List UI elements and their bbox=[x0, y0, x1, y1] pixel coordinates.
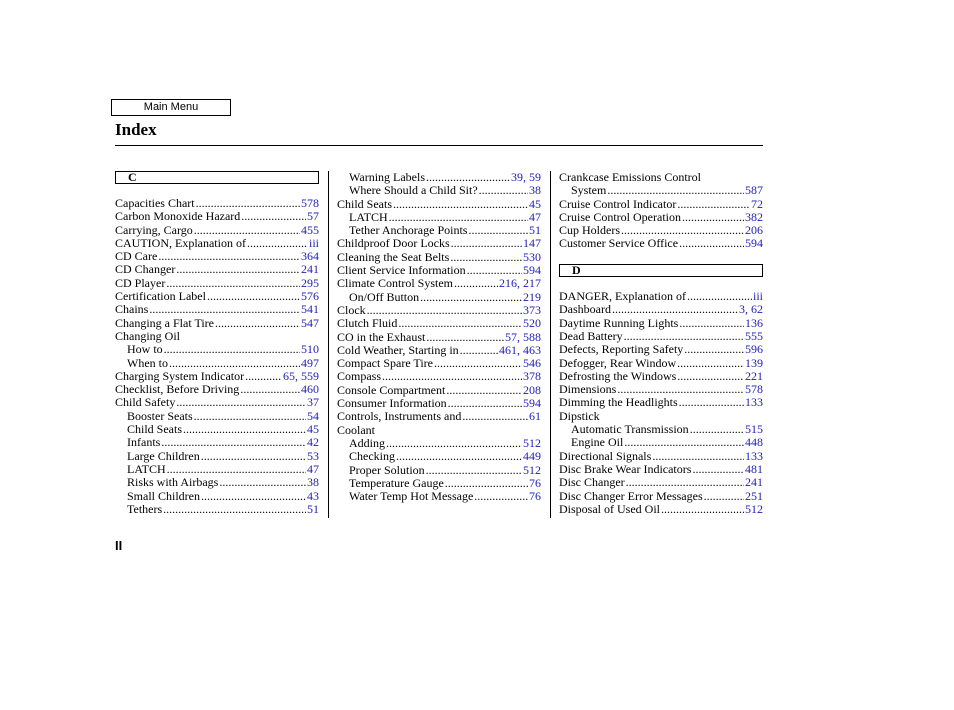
leader-dots bbox=[445, 477, 528, 490]
entry-label: Large Children bbox=[127, 448, 200, 463]
entry-label: Controls, Instruments and bbox=[337, 409, 462, 424]
page-link[interactable]: 76 bbox=[529, 489, 541, 504]
page-link[interactable]: 47 bbox=[307, 461, 319, 476]
entry-label: Risks with Airbags bbox=[127, 475, 219, 490]
leader-dots bbox=[607, 184, 744, 197]
entry-label: Compass bbox=[337, 369, 382, 384]
leader-dots bbox=[396, 450, 522, 463]
index-entry bbox=[337, 424, 541, 437]
entry-label: Console Compartment bbox=[337, 382, 446, 397]
page-link[interactable]: 455 bbox=[301, 222, 319, 237]
index-entry[interactable] bbox=[115, 277, 319, 290]
index-entry[interactable] bbox=[337, 184, 541, 197]
index-entry[interactable] bbox=[115, 463, 319, 476]
leader-dots bbox=[451, 237, 522, 250]
leader-dots bbox=[426, 331, 504, 344]
entry-label: Checklist, Before Driving bbox=[115, 382, 240, 397]
index-entry[interactable] bbox=[115, 436, 319, 449]
index-entry[interactable] bbox=[115, 450, 319, 463]
entry-label: DANGER, Explanation of bbox=[559, 289, 686, 304]
index-entry[interactable] bbox=[559, 224, 763, 237]
leader-dots bbox=[166, 277, 300, 290]
entry-label: Child Safety bbox=[115, 395, 176, 410]
page-link[interactable]: 594 bbox=[523, 396, 541, 411]
entry-label: Automatic Transmission bbox=[571, 422, 689, 437]
page-link[interactable]: 515 bbox=[745, 422, 763, 437]
column-divider bbox=[550, 171, 551, 518]
page-link[interactable]: 373 bbox=[523, 302, 541, 317]
index-entry[interactable] bbox=[337, 410, 541, 423]
page-link[interactable]: 133 bbox=[745, 395, 763, 410]
page-link[interactable]: 136 bbox=[745, 315, 763, 330]
index-entry[interactable] bbox=[337, 264, 541, 277]
index-entry[interactable] bbox=[337, 477, 541, 490]
entry-label: Dimensions bbox=[559, 382, 617, 397]
leader-dots bbox=[684, 343, 744, 356]
leader-dots bbox=[454, 277, 498, 290]
page-link[interactable]: 510 bbox=[301, 342, 319, 357]
leader-dots bbox=[446, 384, 522, 397]
leader-dots bbox=[163, 503, 306, 516]
entry-label: Defrosting the Windows bbox=[559, 368, 677, 383]
page-link[interactable]: 541 bbox=[301, 302, 319, 317]
entry-label: System bbox=[571, 183, 607, 198]
page-link[interactable]: 219 bbox=[523, 289, 541, 304]
index-entry[interactable] bbox=[115, 237, 319, 250]
leader-dots bbox=[617, 383, 744, 396]
index-entry[interactable] bbox=[337, 224, 541, 237]
leader-dots bbox=[462, 410, 528, 423]
page-link[interactable]: 481 bbox=[745, 461, 763, 476]
leader-dots bbox=[621, 224, 744, 237]
leader-dots bbox=[169, 357, 300, 370]
entry-label: Disc Changer Error Messages bbox=[559, 488, 703, 503]
leader-dots bbox=[704, 490, 744, 503]
page-link[interactable]: 37 bbox=[307, 395, 319, 410]
page-link[interactable]: 546 bbox=[523, 356, 541, 371]
page-link[interactable]: 241 bbox=[745, 475, 763, 490]
index-entry[interactable] bbox=[559, 343, 763, 356]
leader-dots bbox=[164, 343, 300, 356]
page-link[interactable]: 54 bbox=[307, 408, 319, 423]
leader-dots bbox=[624, 330, 744, 343]
index-entry[interactable] bbox=[337, 464, 541, 477]
entry-label: Dead Battery bbox=[559, 328, 623, 343]
index-entry[interactable] bbox=[559, 357, 763, 370]
entry-label: CAUTION, Explanation of bbox=[115, 235, 246, 250]
page-link[interactable]: 206 bbox=[745, 223, 763, 238]
page-link[interactable]: 594 bbox=[523, 263, 541, 278]
page-link[interactable]: 576 bbox=[301, 289, 319, 304]
page-link[interactable]: 76 bbox=[529, 475, 541, 490]
page-link[interactable]: 47 bbox=[529, 209, 541, 224]
page-link[interactable]: iii bbox=[308, 235, 319, 250]
index-entry[interactable] bbox=[115, 343, 319, 356]
page-title: Index bbox=[115, 120, 157, 139]
page-link[interactable]: 45 bbox=[529, 196, 541, 211]
page-link[interactable]: 364 bbox=[301, 249, 319, 264]
entry-label: CD Changer bbox=[115, 262, 176, 277]
index-entry[interactable] bbox=[337, 397, 541, 410]
entry-label: Changing a Flat Tire bbox=[115, 315, 215, 330]
leader-dots bbox=[677, 370, 744, 383]
index-entry bbox=[559, 410, 763, 423]
entry-label: Cold Weather, Starting in bbox=[337, 342, 459, 357]
index-entry[interactable] bbox=[559, 198, 763, 211]
entry-label: On/Off Button bbox=[349, 289, 420, 304]
leader-dots bbox=[376, 424, 540, 437]
entry-label: Tethers bbox=[127, 501, 163, 516]
entry-label: LATCH bbox=[127, 461, 166, 476]
index-entry[interactable] bbox=[337, 357, 541, 370]
index-entry[interactable] bbox=[559, 490, 763, 503]
leader-dots bbox=[702, 171, 762, 184]
column-divider bbox=[328, 171, 329, 518]
main-menu-button[interactable]: Main Menu bbox=[111, 99, 231, 116]
leader-dots bbox=[687, 290, 752, 303]
index-entry[interactable] bbox=[115, 250, 319, 263]
index-entry[interactable] bbox=[559, 476, 763, 489]
entry-label: Clutch Fluid bbox=[337, 316, 398, 331]
index-entry[interactable] bbox=[337, 277, 541, 290]
index-entry[interactable] bbox=[115, 263, 319, 276]
entry-label: Tether Anchorage Points bbox=[349, 223, 468, 238]
index-entry[interactable] bbox=[115, 490, 319, 503]
page-link[interactable]: 547 bbox=[301, 315, 319, 330]
leader-dots bbox=[158, 250, 300, 263]
leader-dots bbox=[612, 303, 738, 316]
entry-label: Capacities Chart bbox=[115, 196, 195, 210]
leader-dots bbox=[652, 450, 744, 463]
entry-label: Disposal of Used Oil bbox=[559, 501, 660, 516]
page-link[interactable]: 555 bbox=[745, 328, 763, 343]
entry-label: Cruise Control Indicator bbox=[559, 196, 677, 211]
page-link[interactable]: 53 bbox=[307, 448, 319, 463]
entry-label: Dashboard bbox=[559, 302, 611, 317]
page-link[interactable]: 382 bbox=[745, 209, 763, 224]
index-entry[interactable] bbox=[115, 396, 319, 409]
page-link[interactable]: 221 bbox=[745, 368, 763, 383]
entry-label: Cruise Control Operation bbox=[559, 209, 681, 224]
index-entry[interactable] bbox=[559, 317, 763, 330]
page-link[interactable]: 3, 62 bbox=[739, 302, 763, 317]
page-link[interactable]: 587 bbox=[745, 183, 763, 198]
index-entry[interactable] bbox=[559, 396, 763, 409]
leader-dots bbox=[245, 370, 282, 383]
entry-label: Clock bbox=[337, 302, 366, 317]
entry-label: Dipstick bbox=[559, 408, 600, 423]
leader-dots bbox=[183, 423, 306, 436]
entry-label: Temperature Gauge bbox=[349, 475, 444, 490]
index-entry[interactable] bbox=[115, 476, 319, 489]
leader-dots bbox=[240, 383, 300, 396]
index-entry[interactable] bbox=[337, 370, 541, 383]
leader-dots bbox=[460, 344, 498, 357]
section-letter-d: D bbox=[559, 264, 763, 277]
leader-dots bbox=[161, 436, 306, 449]
leader-dots bbox=[690, 423, 744, 436]
page-link[interactable]: 65, 559 bbox=[283, 368, 319, 383]
index-entry[interactable] bbox=[559, 436, 763, 449]
entry-label: Child Seats bbox=[337, 196, 393, 211]
entry-label: Cup Holders bbox=[559, 223, 620, 238]
leader-dots bbox=[176, 396, 306, 409]
index-entry[interactable] bbox=[559, 383, 763, 396]
index-entry[interactable] bbox=[337, 344, 541, 357]
page-link[interactable]: 512 bbox=[523, 435, 541, 450]
index-entry[interactable] bbox=[115, 383, 319, 396]
index-entry[interactable] bbox=[559, 290, 763, 303]
entry-label: Compact Spare Tire bbox=[337, 356, 433, 371]
page-link[interactable]: 42 bbox=[307, 435, 319, 450]
leader-dots bbox=[679, 317, 744, 330]
leader-dots bbox=[176, 263, 300, 276]
page-link[interactable]: 461, 463 bbox=[499, 342, 541, 357]
entry-label: Defogger, Rear Window bbox=[559, 355, 677, 370]
index-entry[interactable] bbox=[115, 290, 319, 303]
entry-label: Client Service Information bbox=[337, 263, 466, 278]
entry-label: Dimming the Headlights bbox=[559, 395, 678, 410]
page-link[interactable]: 216, 217 bbox=[499, 276, 541, 291]
index-entry[interactable] bbox=[115, 210, 319, 223]
index-column-3 bbox=[559, 171, 763, 516]
leader-dots bbox=[426, 171, 510, 184]
page-link[interactable]: 251 bbox=[745, 488, 763, 503]
entry-label: Warning Labels bbox=[349, 170, 426, 184]
entry-label: Certification Label bbox=[115, 289, 206, 304]
index-entry[interactable] bbox=[559, 450, 763, 463]
page-link[interactable]: 61 bbox=[529, 409, 541, 424]
index-entry[interactable] bbox=[115, 197, 319, 210]
index-column-2 bbox=[337, 171, 541, 503]
entry-label: Small Children bbox=[127, 488, 200, 503]
index-entry bbox=[115, 330, 319, 343]
index-entry[interactable] bbox=[337, 304, 541, 317]
section-letter-c: C bbox=[115, 171, 319, 184]
entry-label: Climate Control System bbox=[337, 276, 453, 291]
leader-dots bbox=[389, 211, 528, 224]
page-link[interactable]: 596 bbox=[745, 342, 763, 357]
leader-dots bbox=[181, 330, 318, 343]
entry-label: Defects, Reporting Safety bbox=[559, 342, 684, 357]
page-link[interactable]: 133 bbox=[745, 448, 763, 463]
page-link[interactable]: 57, 588 bbox=[505, 329, 541, 344]
leader-dots bbox=[196, 197, 300, 210]
index-entry[interactable] bbox=[337, 331, 541, 344]
page-link[interactable]: 578 bbox=[745, 382, 763, 397]
leader-dots bbox=[434, 357, 522, 370]
leader-dots bbox=[420, 291, 522, 304]
index-entry[interactable] bbox=[337, 211, 541, 224]
index-entry[interactable] bbox=[337, 237, 541, 250]
index-entry[interactable] bbox=[337, 251, 541, 264]
page-link[interactable]: 460 bbox=[301, 382, 319, 397]
index-entry[interactable] bbox=[115, 410, 319, 423]
index-entry[interactable] bbox=[337, 171, 541, 184]
entry-label: Booster Seats bbox=[127, 408, 193, 423]
leader-dots bbox=[661, 503, 744, 516]
page-link[interactable]: iii bbox=[752, 289, 763, 304]
index-entry[interactable] bbox=[559, 303, 763, 316]
entry-label: Water Temp Hot Message bbox=[349, 489, 474, 504]
page-link[interactable]: 512 bbox=[745, 501, 763, 516]
index-entry[interactable] bbox=[115, 357, 319, 370]
leader-dots bbox=[468, 224, 528, 237]
leader-dots bbox=[207, 290, 300, 303]
leader-dots bbox=[194, 410, 306, 423]
entry-label: CD Player bbox=[115, 275, 166, 290]
entry-label: Checking bbox=[349, 449, 395, 464]
index-column-1 bbox=[115, 171, 319, 516]
leader-dots bbox=[386, 437, 522, 450]
page-link[interactable]: 38 bbox=[307, 475, 319, 490]
leader-dots bbox=[393, 198, 528, 211]
leader-dots bbox=[467, 264, 522, 277]
leader-dots bbox=[474, 490, 528, 503]
index-entry[interactable] bbox=[337, 198, 541, 211]
page-link[interactable]: 43 bbox=[307, 488, 319, 503]
page-link[interactable]: 208 bbox=[523, 382, 541, 397]
entry-label: Customer Service Office bbox=[559, 236, 679, 251]
leader-dots bbox=[450, 251, 522, 264]
index-entry[interactable] bbox=[337, 450, 541, 463]
entry-label: Infants bbox=[127, 435, 161, 450]
leader-dots bbox=[167, 463, 306, 476]
index-entry[interactable] bbox=[337, 317, 541, 330]
page-link[interactable]: 139 bbox=[745, 355, 763, 370]
page-link[interactable]: 520 bbox=[523, 316, 541, 331]
index-entry[interactable] bbox=[559, 463, 763, 476]
index-entry[interactable] bbox=[337, 437, 541, 450]
index-entry[interactable] bbox=[559, 211, 763, 224]
entry-label: Chains bbox=[115, 302, 149, 317]
index-entry[interactable] bbox=[115, 303, 319, 316]
page-link[interactable]: 57 bbox=[307, 209, 319, 224]
page-link[interactable]: 594 bbox=[745, 236, 763, 251]
entry-label: CD Care bbox=[115, 249, 158, 264]
page-link[interactable]: 51 bbox=[307, 501, 319, 516]
leader-dots bbox=[479, 184, 528, 197]
leader-dots bbox=[677, 357, 744, 370]
entry-label: Disc Changer bbox=[559, 475, 625, 490]
index-entry[interactable] bbox=[337, 490, 541, 503]
leader-dots bbox=[682, 211, 744, 224]
leader-dots bbox=[215, 317, 300, 330]
page-link[interactable]: 295 bbox=[301, 275, 319, 290]
entry-label: Childproof Door Locks bbox=[337, 236, 450, 251]
entry-label: Directional Signals bbox=[559, 448, 652, 463]
entry-label: Consumer Information bbox=[337, 396, 447, 411]
index-entry[interactable] bbox=[115, 423, 319, 436]
index-entry[interactable] bbox=[337, 291, 541, 304]
index-entry[interactable] bbox=[115, 503, 319, 516]
leader-dots bbox=[601, 410, 762, 423]
index-entry[interactable] bbox=[115, 317, 319, 330]
entry-label: Adding bbox=[349, 435, 385, 450]
leader-dots bbox=[241, 210, 306, 223]
leader-dots bbox=[247, 237, 308, 250]
page-link[interactable]: 578 bbox=[301, 196, 319, 210]
leader-dots bbox=[677, 198, 750, 211]
page-number: II bbox=[115, 538, 123, 553]
leader-dots bbox=[219, 476, 306, 489]
entry-label: Daytime Running Lights bbox=[559, 315, 679, 330]
page-link[interactable]: 39, 59 bbox=[511, 170, 541, 184]
leader-dots bbox=[679, 396, 744, 409]
page-link[interactable]: 448 bbox=[745, 435, 763, 450]
page-link[interactable]: 147 bbox=[523, 236, 541, 251]
leader-dots bbox=[149, 303, 300, 316]
index-entry[interactable] bbox=[337, 384, 541, 397]
entry-label: Crankcase Emissions Control bbox=[559, 170, 701, 184]
page-link[interactable]: 378 bbox=[523, 369, 541, 384]
entry-label: Cleaning the Seat Belts bbox=[337, 249, 450, 264]
entry-label: LATCH bbox=[349, 209, 388, 224]
leader-dots bbox=[692, 463, 744, 476]
leader-dots bbox=[201, 450, 306, 463]
page-link[interactable]: 51 bbox=[529, 223, 541, 238]
page-link[interactable]: 449 bbox=[523, 449, 541, 464]
leader-dots bbox=[398, 317, 522, 330]
leader-dots bbox=[194, 224, 300, 237]
index-entry[interactable] bbox=[559, 184, 763, 197]
index-entry[interactable] bbox=[559, 423, 763, 436]
title-divider bbox=[115, 145, 763, 146]
entry-label: When to bbox=[127, 355, 168, 370]
index-entry[interactable] bbox=[559, 370, 763, 383]
page-link[interactable]: 530 bbox=[523, 249, 541, 264]
leader-dots bbox=[679, 237, 744, 250]
page-link[interactable]: 241 bbox=[301, 262, 319, 277]
page-link[interactable]: 72 bbox=[751, 196, 763, 211]
entry-label: Coolant bbox=[337, 422, 375, 437]
index-entry[interactable] bbox=[115, 370, 319, 383]
index-entry[interactable] bbox=[559, 237, 763, 250]
index-entry[interactable] bbox=[115, 224, 319, 237]
page-link[interactable]: 38 bbox=[529, 183, 541, 198]
entry-label: Where Should a Child Sit? bbox=[349, 183, 478, 198]
entry-label: CO in the Exhaust bbox=[337, 329, 426, 344]
leader-dots bbox=[426, 464, 522, 477]
index-entry[interactable] bbox=[559, 503, 763, 516]
leader-dots bbox=[201, 490, 306, 503]
entry-label: Carrying, Cargo bbox=[115, 222, 193, 237]
index-entry[interactable] bbox=[559, 330, 763, 343]
leader-dots bbox=[626, 476, 744, 489]
entry-label: Charging System Indicator bbox=[115, 368, 245, 383]
page-link[interactable]: 497 bbox=[301, 355, 319, 370]
entry-label: Carbon Monoxide Hazard bbox=[115, 209, 241, 224]
entry-label: Child Seats bbox=[127, 422, 183, 437]
entry-label: Proper Solution bbox=[349, 462, 425, 477]
entry-label: How to bbox=[127, 342, 163, 357]
index-entry bbox=[559, 171, 763, 184]
entry-label: Disc Brake Wear Indicators bbox=[559, 461, 692, 476]
page-link[interactable]: 512 bbox=[523, 462, 541, 477]
entry-label: Engine Oil bbox=[571, 435, 624, 450]
leader-dots bbox=[448, 397, 522, 410]
page-link[interactable]: 45 bbox=[307, 422, 319, 437]
leader-dots bbox=[367, 304, 522, 317]
leader-dots bbox=[624, 436, 744, 449]
leader-dots bbox=[382, 370, 522, 383]
entry-label: Changing Oil bbox=[115, 328, 180, 343]
